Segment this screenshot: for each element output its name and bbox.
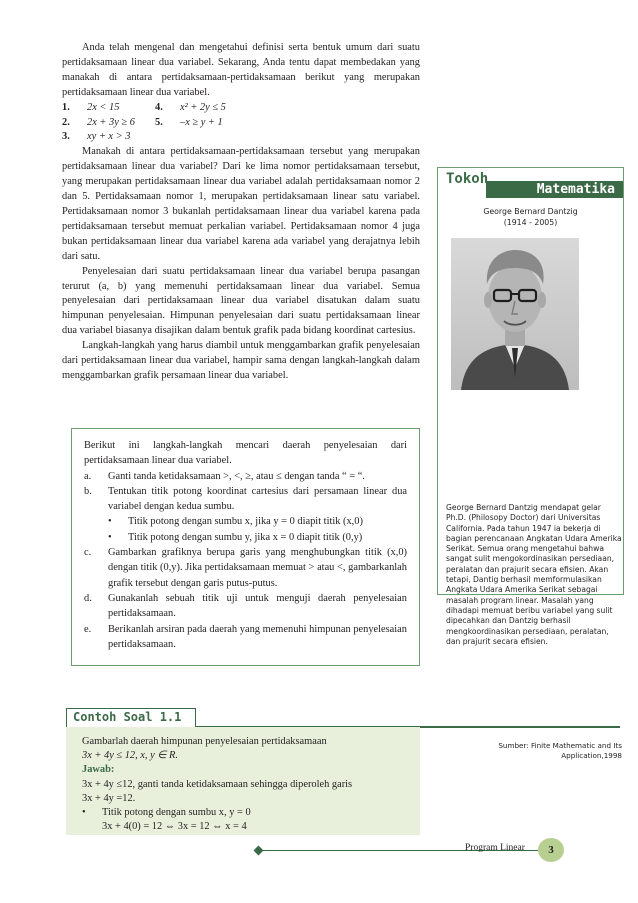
item-expression: –x ≥ y + 1	[180, 116, 223, 128]
page-number: 3	[538, 838, 564, 862]
footer-chapter-title: Program Linear	[465, 843, 525, 853]
person-caption	[438, 206, 623, 228]
steps-box	[71, 428, 420, 666]
inequality-list	[62, 101, 420, 146]
item-number: 3.	[62, 131, 70, 143]
item-number: 4.	[155, 101, 163, 113]
step-c	[84, 545, 407, 591]
step-text: Berikanlah arsiran pada daerah yang memenuhi himpunan penyelesaian pertidaksamaan.	[108, 623, 407, 650]
sidebar-header	[438, 168, 623, 198]
footer-diamond-icon	[254, 846, 264, 856]
paragraph-solution: Penyelesaian dari suatu pertidaksamaan linear dua variabel berupa pasangan terurut (a, b) yang memenuhi pertidaksamaan linear dua variabel. Semua penyelesaian dari pertidaksamaan linear dua variabel disatukan dalam suatu himpunan penyelesaian. Himpunan penyelesaian dari suatu pertidaksamaan linear dua variabel biasanya disajikan dalam bentuk grafik pada bidang koordinat cartesius.	[62, 265, 420, 337]
main-text	[62, 41, 420, 384]
item-expression: xy + x > 3	[87, 131, 131, 143]
item-expression: 2x < 15	[87, 101, 120, 113]
item-number: 5.	[155, 116, 163, 128]
step-label: b.	[84, 485, 92, 497]
answer-heading: Jawab:	[82, 764, 115, 776]
tokoh-sidebar	[437, 167, 624, 760]
paragraph-intro: Anda telah mengenal dan mengetahui definisi serta bentuk umum dari suatu pertidaksamaan linear dua variabel. Sekarang, Anda tentu dapat membedakan yang manakah di antara pertidaksamaan-pertidaksamaan berikut yang merupakan pertidaksamaan linear dua variabel.	[62, 42, 420, 98]
sidebar-title-matematika: Matematika	[536, 182, 615, 197]
bullet-text: Titik potong dengan sumbu y, jika x = 0 diapit titik (0,y)	[128, 531, 363, 543]
person-biography: George Bernard Dantzig mendapat gelar Ph.D. (Philosopy Doctor) dari Universitas California. Pada tahun 1947 ia bekerja di bagian perencanaan Angkatan Udara Amerika Serikat. Semua orang mengetahui bahwa sangat sulit mengokordinasikan persediaan, peralatan dan prajurit secara efisien. Akan tetapi, Dantig berhasil memformulasikan Angkata Udara Amerika Serikat sebagai masalah program linear. Masalah yang dihadapi memuat beribu variabel yang sulit dipecahkan dan Dantzig berhasil mengkoordinasikan persediaan, peralatan, dan prajurit secara efisien.	[446, 503, 622, 646]
item-expression: x² + 2y ≤ 5	[180, 101, 226, 113]
step-label: c.	[84, 547, 92, 559]
person-name: George Bernard Dantzig	[483, 207, 578, 216]
step-b-bullet	[84, 530, 407, 545]
answer-line: 3x + 4y =12.	[82, 792, 136, 804]
list-item	[62, 101, 420, 116]
item-number: 1.	[62, 101, 70, 113]
list-item	[62, 130, 420, 145]
step-text: Tentukan titik potong koordinat cartesius dari persamaan linear dua variabel dengan kedua sumbu.	[108, 485, 407, 513]
sidebar-title-tokoh: Tokoh	[446, 171, 489, 187]
paragraph-steps-intro: Langkah-langkah yang harus diambil untuk menggambarkan grafik penyelesaian dari pertidaksamaan linear dua variabel, hampir sama dengan langkah-langkah dalam menggambarkan grafik persamaan linear dua variabel.	[62, 340, 420, 381]
step-a	[84, 469, 407, 484]
step-text: Ganti tanda ketidaksamaan >, <, ≥, atau ≤ dengan tanda “ = “.	[108, 470, 365, 482]
contoh-soal-title: Contoh Soal 1.1	[66, 708, 196, 727]
paragraph-discussion: Manakah di antara pertidaksamaan-pertidaksamaan tersebut yang merupakan pertidaksamaan linear dua variabel? Dari ke lima nomor pertidaksamaan tersebut, yang merupakan pertidaksamaan linear dua variabel adalah pertidaksamaan nomor 2 dan 5. Pertidaksamaan nomor 1, merupakan pertidaksamaan linear satu variabel. Pertidaksamaan nomor 3 bukanlah pertidaksamaan linear dua variabel karena pada pertidaksamaan tersebut memuat perkalian variabel. Pertidaksamaan nomor 4 juga bukan pertidaksamaan linear dua variabel karena ada variabel yang derajatnya lebih dari satu.	[62, 146, 420, 262]
step-e	[84, 622, 407, 653]
bullet-icon: •	[108, 531, 112, 543]
steps-intro: Berikut ini langkah-langkah mencari daerah penyelesaian dari pertidaksamaan linear dua variabel.	[84, 440, 407, 467]
step-label: a.	[84, 470, 92, 482]
item-expression: 2x + 3y ≥ 6	[87, 116, 135, 128]
person-years: (1914 - 2005)	[503, 218, 558, 227]
step-d	[84, 591, 407, 622]
step-text: Gambarkan grafiknya berupa garis yang menghubungkan titik (x,0) dengan titik (0,y). Jika pertidaksamaan memuat > atau <, gambarkanlah grafik tersebut dengan garis putus-putus.	[108, 547, 407, 589]
bullet-text: Titik potong dengan sumbu x, y = 0	[102, 807, 251, 819]
step-label: d.	[84, 592, 92, 604]
contoh-soal-box	[66, 727, 420, 835]
step-b	[84, 484, 407, 515]
answer-bullet	[82, 806, 404, 820]
bullet-text: Titik potong dengan sumbu x, jika y = 0 diapit titik (x,0)	[128, 516, 363, 528]
question-expression: 3x + 4y ≤ 12, x, y ∈ R.	[82, 750, 178, 762]
question-text: Gambarlah daerah himpunan penyelesaian pertidaksamaan	[82, 736, 327, 747]
bullet-icon: •	[108, 516, 112, 528]
answer-line: 3x + 4y ≤12, ganti tanda ketidaksamaan sehingga diperoleh garis	[82, 778, 353, 790]
step-b-bullet	[84, 514, 407, 529]
step-label: e.	[84, 623, 92, 635]
step-text: Gunakanlah sebuah titik uji untuk menguji daerah penyelesaian pertidaksamaan.	[108, 592, 407, 620]
portrait-photo	[451, 238, 579, 390]
bullet-icon: •	[82, 807, 86, 819]
source-citation: Sumber: Finite Mathematic and Its Application,1998	[498, 741, 622, 760]
item-number: 2.	[62, 116, 70, 128]
answer-calculation: 3x + 4(0) = 12 ⇔ 3x = 12 ⇔ x = 4	[102, 821, 247, 833]
list-item	[62, 116, 420, 131]
